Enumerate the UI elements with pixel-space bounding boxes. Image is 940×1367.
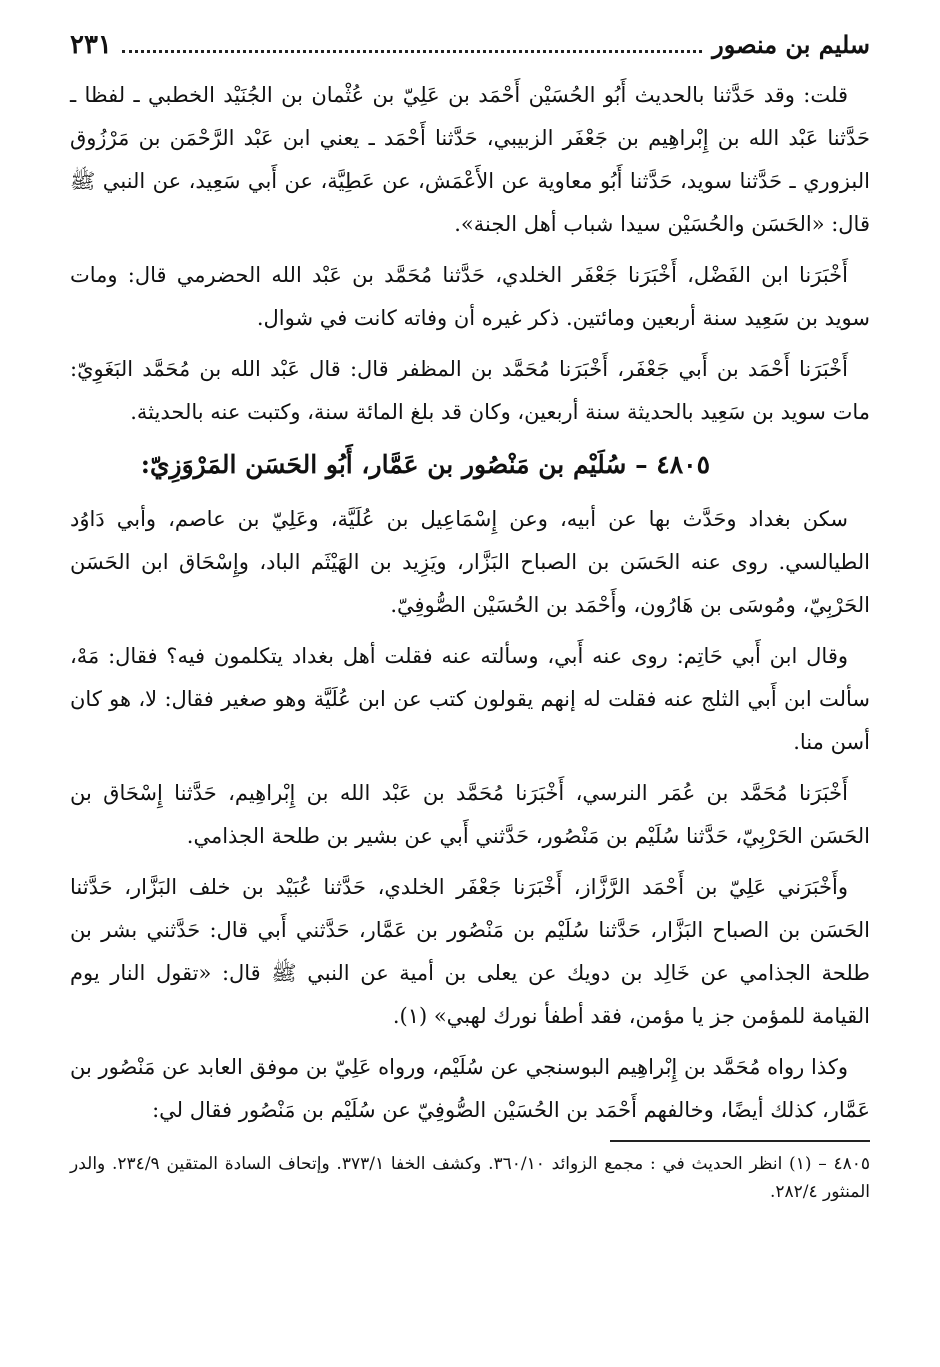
paragraph: وقال ابن أَبي حَاتِم: روى عنه أَبي، وسألته عنه فقلت أهل بغداد يتكلمون فيه؟ فقال: مَهْ، سألت ابن أَبي الثلج عنه فقلت له إنهم يقولون كتب عن ابن عُلَيَّة وهو صغير فقال: لا، هو كان أسن منا. bbox=[70, 644, 871, 754]
page-number: ٢٣١ bbox=[70, 30, 112, 60]
paragraph: وأَخْبَرَني عَلِيّ بن أَحْمَد الرَّزَّاز، أَخْبَرَنا جَعْفَر الخلدي، حَدَّثنا عُبَيْد بن خلف البَزَّار، حَدَّثنا الحَسَن بن الصباح البَزَّار، حَدَّثنا سُلَيْم بن مَنْصُور بن عَمَّار، حَدَّثني أَبي قال: حَدَّثني بشر بن طلحة الجذامي عن خَالِد بن دويك عن يعلى بن أمية عن النبي ﷺ قال: «تقول النار يوم القيامة للمؤمن جز يا مؤمن، فقد أطفأ نورك لهبي» (١). bbox=[70, 875, 870, 1028]
running-title: سليم بن منصور bbox=[712, 30, 870, 59]
paragraph: قلت: وقد حَدَّثنا بالحديث أَبُو الحُسَيْن أَحْمَد بن عَلِيّ بن عُثْمان بن الجُنَيْد الخطبي ـ لفظا ـ حَدَّثنا عَبْد الله بن إِبْراهِيم بن جَعْفَر الزبيبي، حَدَّثنا أَحْمَد ـ يعني ابن عَبْد الرَّحْمَن بن مَرْزُوق البزوري ـ حَدَّثنا سويد، حَدَّثنا أَبُو معاوية عن الأَعْمَش، عن عَطِيَّة، عن أَبي سَعِيد، عن النبي ﷺ قال: «الحَسَن والحُسَيْن سيدا شباب أهل الجنة». bbox=[70, 83, 870, 236]
footnote-divider bbox=[610, 1140, 870, 1142]
paragraph: سكن بغداد وحَدَّث بها عن أبيه، وعن إِسْمَاعِيل بن عُلَيَّة، وعَلِيّ بن عاصم، وأبي دَاوُد الطيالسي. روى عنه الحَسَن بن الصباح البَزَّار، ويَزِيد بن الهَيْثَم الباد، وإِسْحَاق ابن الحَسَن الحَرْبِيّ، ومُوسَى بن هَارُون، وأَحْمَد بن الحُسَيْن الصُّوفِيّ. bbox=[70, 507, 870, 617]
header-dot-leader bbox=[122, 30, 702, 53]
book-page bbox=[70, 30, 870, 1340]
entry-heading: ٤٨٠٥ – سُلَيْم بن مَنْصُور بن عَمَّار، أَبُو الحَسَن المَرْوَزِيّ: bbox=[140, 450, 710, 479]
page-header bbox=[70, 30, 870, 74]
footnote: ٤٨٠٥ – (١) انظر الحديث في : مجمع الزوائد ٣٦٠/١٠. وكشف الخفا ٣٧٣/١. وإتحاف السادة المتقين ٢٣٤/٩. والدر المنثور ٢٨٢/٤. bbox=[70, 1154, 871, 1202]
body-text bbox=[70, 74, 870, 1132]
paragraph: أَخْبَرَنا مُحَمَّد بن عُمَر النرسي، أَخْبَرَنا مُحَمَّد بن عَبْد الله بن إِبْراهِيم، حَدَّثنا إِسْحَاق بن الحَسَن الحَرْبِيّ، حَدَّثنا سُلَيْم بن مَنْصُور، حَدَّثني أَبي عن بشير بن طلحة الجذامي. bbox=[70, 781, 870, 848]
paragraph: أَخْبَرَنا ابن الفَضْل، أَخْبَرَنا جَعْفَر الخلدي، حَدَّثنا مُحَمَّد بن عَبْد الله الحضرمي قال: ومات سويد بن سَعِيد سنة أربعين ومائتين. ذكر غيره أن وفاته كانت في شوال. bbox=[70, 263, 870, 330]
paragraph: وكذا رواه مُحَمَّد بن إِبْراهِيم البوسنجي عن سُلَيْم، ورواه عَلِيّ بن موفق العابد عن مَنْصُور بن عَمَّار، كذلك أيضًا، وخالفهم أَحْمَد بن الحُسَيْن الصُّوفِيّ عن سُلَيْم بن مَنْصُور فقال لي: bbox=[70, 1055, 870, 1122]
paragraph: أَخْبَرَنا أَحْمَد بن أَبي جَعْفَر، أَخْبَرَنا مُحَمَّد بن المظفر قال: قال عَبْد الله بن مُحَمَّد البَغَوِيّ: مات سويد بن سَعِيد بالحديثة سنة أربعين، وكان قد بلغ المائة سنة، وكتبت عنه بالحديثة. bbox=[70, 357, 870, 424]
